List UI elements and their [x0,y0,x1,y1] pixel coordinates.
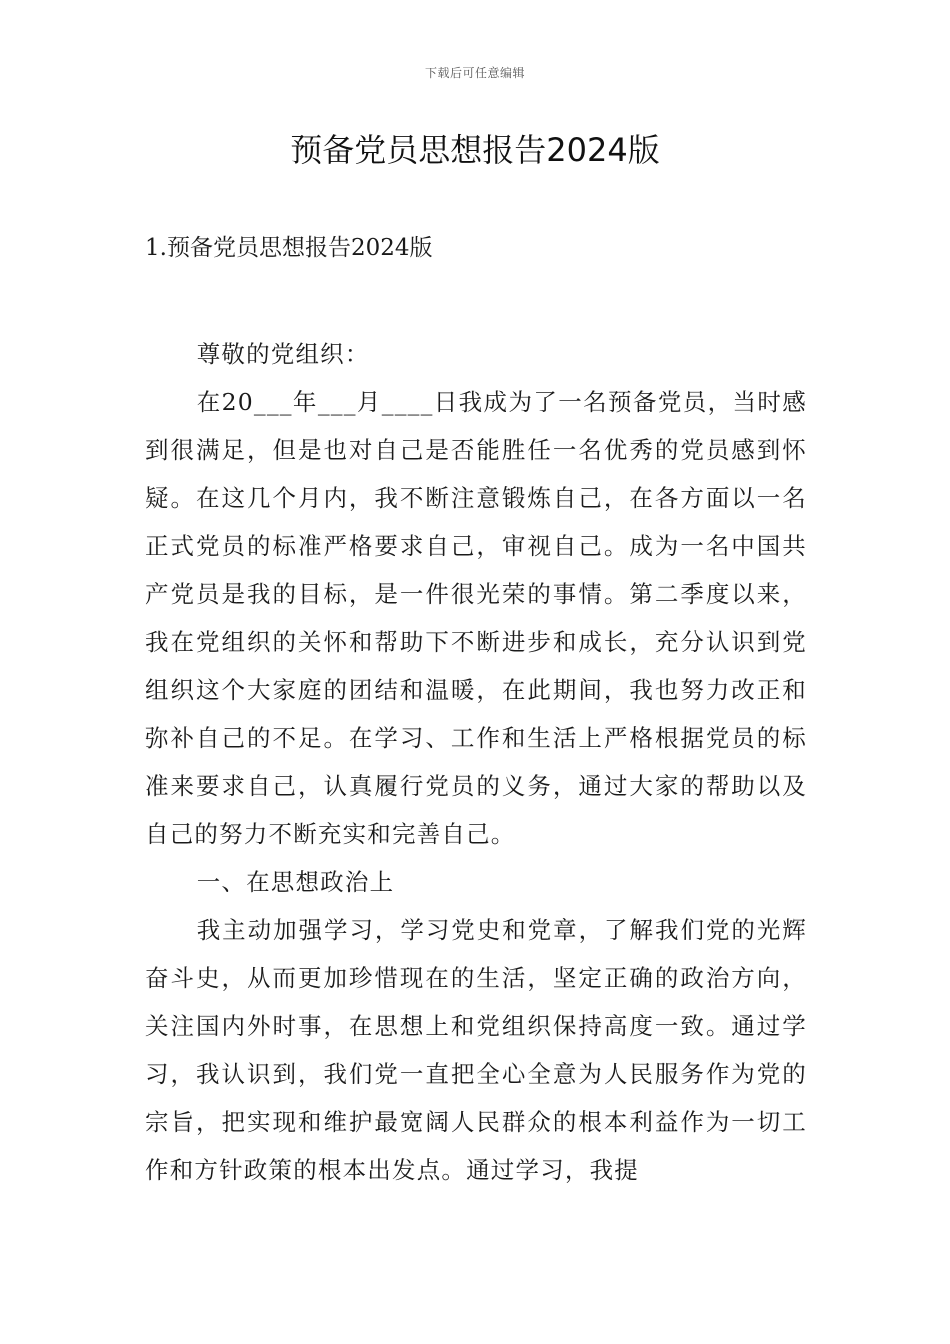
document-body [145,330,807,1194]
section-heading: 1.预备党员思想报告2024版 [145,235,433,261]
body-paragraph: 在20___年___月____日我成为了一名预备党员，当时感到很满足，但是也对自己是否能胜任一名优秀的党员感到怀疑。在这几个月内，我不断注意锻炼自己，在各方面以一名正式党员的标准严格要求自己，审视自己。成为一名中国共产党员是我的目标，是一件很光荣的事情。第二季度以来，我在党组织的关怀和帮助下不断进步和成长，充分认识到党组织这个大家庭的团结和温暖，在此期间，我也努力改正和弥补自己的不足。在学习、工作和生活上严格根据党员的标准来要求自己，认真履行党员的义务，通过大家的帮助以及自己的努力不断充实和完善自己。 [145,388,807,848]
header-note: 下载后可任意编辑 [424,66,525,80]
salutation: 尊敬的党组织： [196,340,370,368]
document-title: 预备党员思想报告2024版 [290,131,660,169]
subsection-heading: 一、在思想政治上 [196,868,395,896]
body-paragraph: 我主动加强学习，学习党史和党章，了解我们党的光辉奋斗史，从而更加珍惜现在的生活，坚定正确的政治方向，关注国内外时事，在思想上和党组织保持高度一致。通过学习，我认识到，我们党一直把全心全意为人民服务作为党的宗旨，把实现和维护最宽阔人民群众的根本利益作为一切工作和方针政策的根本出发点。通过学习，我提 [145,916,807,1184]
